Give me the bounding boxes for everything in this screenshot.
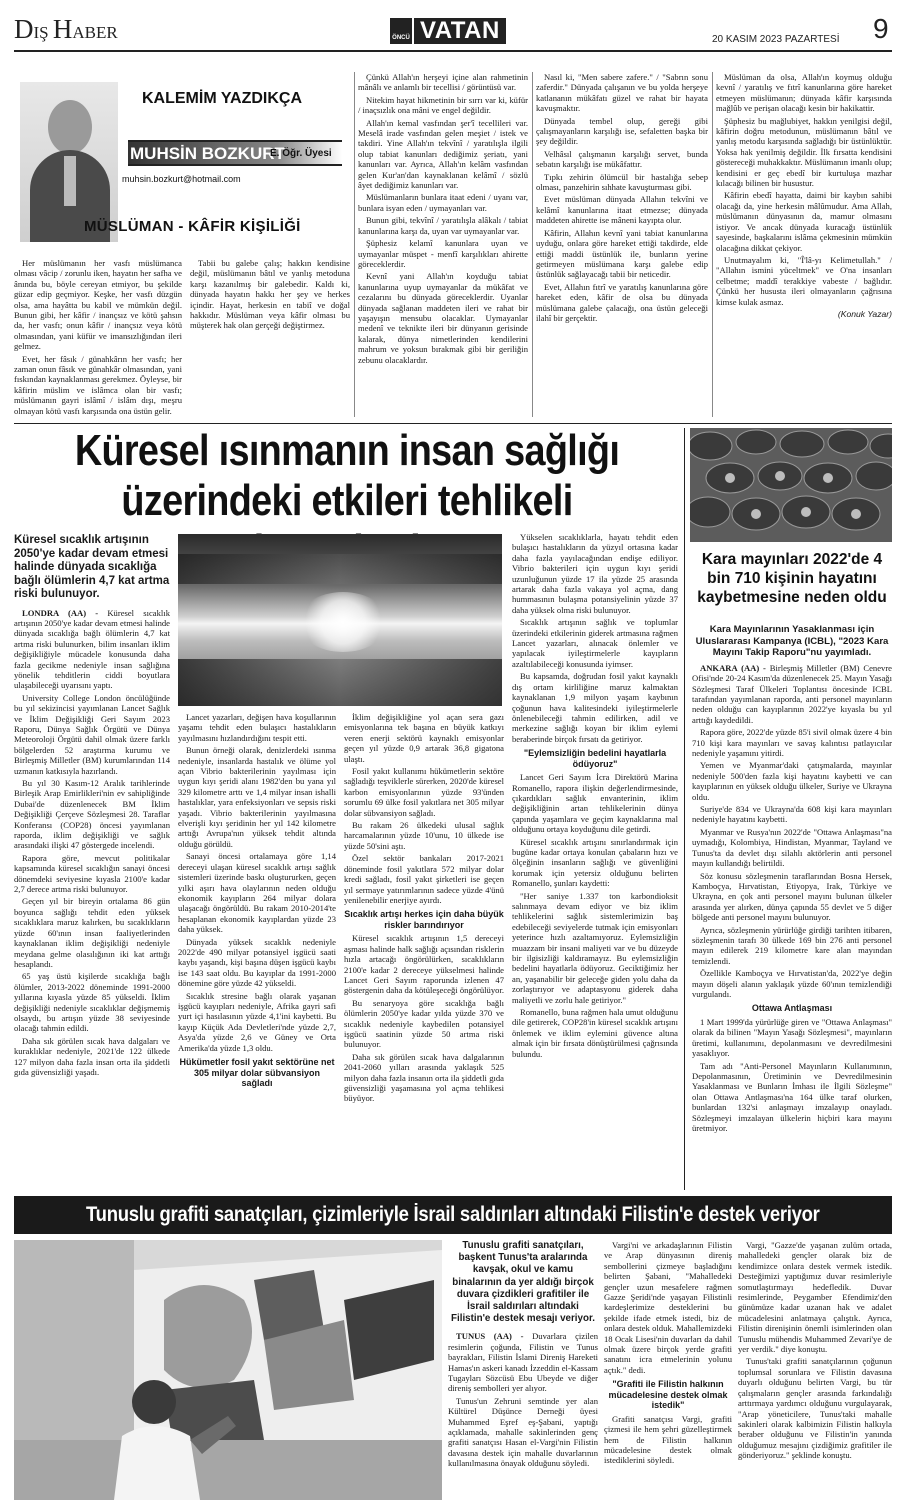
- tunisia-headline-bar: [14, 1196, 892, 1234]
- divider: [712, 72, 713, 417]
- divider: [354, 72, 355, 417]
- column-signature: (Konuk Yazar): [837, 308, 892, 319]
- mines-subheading: Ottawa Antlaşması: [751, 1003, 833, 1014]
- column-text-col3: Çünkü Allah'ın herşeyi içine alan rahmetinin mânâlı ve anlamlı bir tecellisi / görüntüsü var. Nitekim hayat hikmetinin bir sırrı var ki, küfür / inaçsızlık ona mâni ve engel değildir. Allah'ın kemal vasfından şer'î tecellileri var. Meselâ irade vasfından gelen meşiet / istek ve takdiri. Yine Allah'ın tekvînî / yaratılışla ilgili olup tabiat kanunları dediğimiz şeriatı, yani kanunları var. Ayrıca, Allah'ın kelâm vasfından gelen Kur'an'dan kaynaklanan kelâmî / sözlü âyet dediğimiz kanunları var. Müslümanların bunlara itaat edeni / uyanı var, bunlara isyan eden / uymayanları var. Bunun gibi, tekvînî / yaratılışla alâkalı / tabiat kanunlarına karşı da, uyan var uymayanlar var. Şüphesiz kelamî kanunlara uyan ve uymayanlar müspet - menfî karşılıkları ahirette göreceklerdir. Kevnî yani Allah'ın koyduğu tabiat kanunlarına uyup uymayanlar da mükâfat ve cezalarını bu dünyada göreceklerdir. Uyanlar dünyada sağlanan maddeten ileri ve rahat bir yaşayışın mensubu olacaklar. Uymayanlar medenî ve teknikte ileri bir dünyanın gerisinde kalarak, dünya nimetlerinden kendilerini mahrum ve yoksun bırakmak gibi bir geriliğin zebunu olacaklardır.: [358, 72, 528, 365]
- column-headline: MÜSLÜMAN - KÂFİR KİŞİLİĞİ: [84, 218, 301, 235]
- climate-col4: Yükselen sıcaklıklarla, hayatı tehdit eden bulaşıcı hastalıkların da yüzyıl ortasına kadar daha fazla yayılacağından endişe ediliyor. Vibrio bakterileri için uygun kıyı şeridi uzunluğunun yüzde 17 ila yüzde 25 arasında artarak daha fazla vakaya yol açma, dang hummasının bulaşma potansiyelinin yüzde 37 daha yüksek olma riski bulunuyor. Sıcaklık artışının sağlık ve toplumlar üzerindeki etkilerinin giderek artmasına rağmen Lancet yazarları, alınacak önlemler ve yapılacak iyileştirmelerle kayıpların azaltılabileceği konusunda iyimser. Bu kapsamda, doğrudan fosil yakıt kaynaklı dış ortam kirliliğine maruz kalmaktan kaynaklanan 1,9 milyon yaşam kaybının çoğunun hava kalitesindeki iyileştirmelerle önlenebileceği tahmin edilirken, adil ve merkezine sağlığı koyan bir iklim eylemi beraberinde birçok fırsatı da getiriyor. "Eylemsizliğin bedelini hayatlarla ödüyoruz" Lancet Geri Sayım İcra Direktörü Marina Romanello, rapora ilişkin değerlendirmesinde, çıkardıkları sağlık envanterinin, iklim değişikliğinin artan tehlikelerinin dünya çapında yaşamlara ve geçim kaynaklarına mal olduğunu ortaya koyduğunu dile getirdi. Küresel sıcaklık artışını sınırlandırmak için bugüne kadar ortaya konulan çabaların hızı ve ölçeğinin insanların sağlığı ve güvenliğini korumak için yetersiz olduğunu belirten Romanello, şunları kaydetti: "Her saniye 1.337 ton karbondioksit salınmaya devam ediyor ve biz iklim tehlikelerini sağlık sistemlerimizin baş edebileceği seviyelerde tutmak için emisyonları yeterince hızlı azaltamıyoruz. Eylemsizliğin muazzam bir insani maliyeti var ve bu düzeyde bir ilgisizliği kaldıramayız. Bu eylemsizliğin bedelini hayatlarla ödüyoruz. Geciktiğimiz her an, yaşanabilir bir geleceğe giden yolu daha da zorlaştırıyor ve adaptasyonu giderek daha maliyetli ve zorlu hale getiriyor." Romanello, buna rağmen hala umut olduğunu dile getirerek, COP28'in küresel sıcaklık artışını önlemek ve iklim eylemini güvence altına almak için bir fırsata dönüştürülmesi çağrısında bulundu.: [512, 532, 678, 1059]
- climate-col1: Küresel sıcaklık artışının 2050'ye kadar devam etmesi halinde dünyada sıcaklığa bağlı ölümlerin 4,7 kat artma riski bulunuyor. LONDRA (AA) - Küresel sıcaklık artışının 2050'ye kadar devam etmesi halinde dünyada sıcaklığa bağlı ölümlerin 4,7 kat artma riski bulunurken, bilim insanları iklim değişikliğiyle mücadele konusunda daha fazla gecikme nedeniyle insan sağlığına yönelik tehditlerin ciddi boyutlara ulaşabileceği uyarısını yaptı. University College London öncülüğünde bu yıl sekizincisi yayımlanan Lancet Sağlık ve İklim Değişikliği Geri Sayım 2023 Raporu, Dünya Sağlık Örgütü ve Dünya Meteoroloji Örgütü dahil olmak üzere farklı bölgelerden 52 araştırma kurumu ve Birleşmiş Milletler (BM) kurumlarından 114 uzmanın katkısıyla hazırlandı. Bu yıl 30 Kasım-12 Aralık tarihlerinde Birleşik Arap Emirlikleri'nin ev sahipliğinde Dubai'de düzenlenecek BM İklim Değişikliği Çerçeve Sözleşmesi 28. Taraflar Konferansı (COP28) öncesi yayımlanan raporda, iklim değişikliği ve sağlık arasındaki ilişki 47 göstergede incelendi. Rapora göre, mevcut politikalar kapsamında küresel sıcaklığın sanayi öncesi dönemdeki seviyesine kıyasla 2100'e kadar 2,7 derece artma riski bulunuyor. Geçen yıl bir bireyin ortalama 86 gün boyunca sağlığı tehdit eden yüksek sıcaklıklara maruz kalırken, bu sıcaklıkların yüzde 60'ının insan faaliyetlerinden kaynaklanan iklim değişikliği nedeniyle meydana gelme olasılığının iki kat arttığı hesaplandı. 65 yaş üstü kişilerde sıcaklığa bağlı ölümler, 2013-2022 döneminde 1991-2000 yıllarına kıyasla yüzde 85 yükseldi. İklim değişikliği nedeniyle sıcaklıklar değişmemiş olsaydı, bu artışın yüzde 38 seviyesinde olacağı tahmin edildi. Daha sık görülen sıcak hava dalgaları ve kuraklıklar nedeniyle, 2021'de 122 ülkede 127 milyon daha fazla insan orta ila şiddetli gıda güvensizliği yaşadı.: [14, 534, 170, 1077]
- newspaper-logo: [390, 18, 506, 44]
- author-role: E. Öğr. Üyesi: [270, 148, 332, 159]
- column-text-col4: Nasıl ki, "Men sabere zafere." / "Sabrın sonu zaferdir." Dünyada çalışanın ve bu yolda herşeye katlananın mükâfatı güzel ve rahat bir hayata kavuşmaktır. Dünyada tembel olup, gereği gibi çalışmayanların karşılığı ise, sefaletten başka bir şey değildir. Velhâsıl çalışmanın karşılığı servet, bunda sebatın karşılığı ise mükâfattır. Tıpkı zehirin ölümcül bir hastalığa sebep olması, panzehirin sıhhate kavuşturması gibi. Evet müslüman dünyada Allahın tekvîni ve kelâmî kanunlarına itaat etmezse; dünyada maddeten ahirette ise mâneni kayıpta olur. Kâfirin, Allahın kevnî yani tabiat kanunlarına uyduğu, onlara göre hareket ettiği takdirde, elde ettiği maddi üstünlük ile, bunların yerine getirmeyen müslümana karşı galebe edip üstünlük sağlayacağı tabii bir neticedir. Evet, Allahın fıtrî ve yaratılış kanunlarına göre hareket eden, kâfir de olsa bu dünyada müslümana galebe çalacağı, ona üstün geleceği ilahî bir gerçektir.: [536, 72, 708, 323]
- tunisia-col3: Vargi, "Gazze'de yaşanan zulüm ortada, mahalledeki gençler olarak biz de kendimizce onlara destek vermek istedik. Desteğimizi yaptığımız duvar resimleriyle somutlaştırmayı hedefledik. Duvar resimlerinde, Peygamber Efendimiz'den günümüze kadar uzanan hak ve adalet mücadelesini anlatmaya çalıştık. Ayrıca, Filistin direnişinin önemli isimlerinden olan Tunuslu mühendis Muhammed Zevari'ye de yer verdik." diye konuştu. Tunus'taki grafiti sanatçılarının çoğunun toplumsal sorunlara ve Filistin davasına duyarlı olduğunu belirten Vargi, bu tür çalışmaların gençler arasında farkındalığı arttırmaya yardımcı olduğunu vurgulayarak, "Arap yöneticilere, Tunus'taki mahalle sakinleri olarak kalbimizin Filistin halkıyla beraber olduğunu ve Filistin'in yanında olduğumuz mesajını çizdiğimiz grafitiler ile gönderiyoruz." şeklinde konuştu.: [738, 1240, 892, 1461]
- sun-glare: [298, 592, 388, 652]
- column-title: KALEMİM YAZDIKÇA: [142, 90, 303, 107]
- tunisia-spot: Tunuslu grafiti sanatçıları, başkent Tunus'ta aralarında kavşak, okul ve kamu binalarının da yer aldığı birçok duvara çizdikleri grafitiler ile İsrail saldırıları altındaki Filistin'e destek mesajı veriyor.: [451, 1240, 595, 1325]
- graffiti-wall-illustration: [14, 1240, 442, 1500]
- section-title: DIŞ HABER: [14, 14, 118, 44]
- climate-subheading: Hükümetler fosil yakıt sektörüne net 305 milyar dolar sübvansiyon sağladı: [179, 1057, 335, 1088]
- mines-body: Kara Mayınlarının Yasaklanması için Uluslararası Kampanya (ICBL), "2023 Kara Mayını Takip Raporu"nu yayımladı. ANKARA (AA) - Birleşmiş Milletler (BM) Cenevre Ofisi'nde 20-24 Kasım'da düzenlenecek 25. Mayın Yasağı Sözleşmesi Taraf Ülkeleri Toplantısı öncesinde ICBL tarafından yayımlanan raporda, anti personel mayınların neden olduğu can kayıplarının 2022'ye kıyasla bu yıl arttığı kaydedildi. Rapora göre, 2022'de yüzde 85'i sivil olmak üzere 4 bin 710 kişi kara mayınları ve savaş kalıntısı patlayıcılar nedeniyle yaşamını yitirdi. Yemen ve Myanmar'daki çatışmalarda, mayınlar nedeniyle 500'den fazla kişi hayatını kaybetti ve can kayıplarının en yüksek olduğu ülkeler, Suriye ve Ukrayna oldu. Suriye'de 834 ve Ukrayna'da 608 kişi kara mayınları nedeniyle hayatını kaybetti. Myanmar ve Rusya'nın 2022'de "Ottawa Anlaşması"na uymadığı, Kolombiya, Hindistan, Myanmar, Tayland ve Tunus'ta da devlet dışı silahlı aktörlerin anti personel mayın kullandığı belirtildi. Söz konusu sözleşmenin taraflarından Bosna Hersek, Kamboçya, Hırvatistan, Etiyopya, Irak, Türkiye ve Ukrayna, en çok anti personel mayını bulunan ülkeler arasında yer alırken, dünya çapında 55 devlet ve 5 diğer bölgede anti personel mayını bulunuyor. Ayrıca, sözleşmenin yürürlüğe girdiği tarihten itibaren, sözleşmenin tarafı 30 ülkede 169 bin 276 anti personel mayın edilerek 219 kilometre kare alan mayından temizlendi. Özellikle Kamboçya ve Hırvatistan'da, 2022'ye değin mayın döşeli alanın yaklaşık yüzde 60'ının temizlendiği vurgulandı. Ottawa Antlaşması 1 Mart 1999'da yürürlüğe giren ve "Ottawa Anlaşması" olarak da bilinen "Mayın Yasağı Sözleşmesi", mayınların üretimi, kullanımını, depolanmasını ve devredilmesini yasaklıyor. Tam adı "Anti-Personel Mayınların Kullanımının, Depolanmasının, Üretiminin ve Devredilmesinin Yasaklanması ve Bunların İmhası ile İlgili Sözleşme" olan Ottawa Antlaşması'na 164 ülke taraf olurken, bunlardan 132'si anlaşmayı imzalayıp onayladı. Sözleşmeyi imzalayan ülkelerin hiçbiri kara mayını üretmiyor.: [692, 624, 892, 1133]
- section-rule: [14, 423, 892, 424]
- logo-text: VATAN: [414, 18, 506, 44]
- author-name: MUHSİN BOZKURT: [130, 144, 285, 163]
- divider: [532, 72, 533, 417]
- climate-spot: Küresel sıcaklık artışının 2050'ye kadar devam etmesi halinde dünyada sıcaklığa bağlı ölümlerin 4,7 kat artma riski bulunuyor.: [14, 534, 170, 600]
- header-rule: [14, 50, 892, 52]
- tunisia-col1: Tunuslu grafiti sanatçıları, başkent Tunus'ta aralarında kavşak, okul ve kamu binalarının da yer aldığı birçok duvara çizdikleri grafitiler ile İsrail saldırıları altındaki Filistin'e destek mesajı veriyor. TUNUS (AA) - Duvarlara çizilen resimlerin çoğunda, Filistin ve Tunus bayrakları, Filistin İslami Direniş Hareketi Hamas'ın askeri kanadı İzzeddin el-Kassam Tugayları Sözcüsü Ebu Ubeyde ve diğer direniş sembolleri yer alıyor. Tunus'un Zehruni semtinde yer alan Kültürel Düşünce Derneği üyesi Muhammed Eşref eş-Şabani, yaptığı açıklamada, mahalle sakinlerinden genç grafiti sanatçısı Hasan el-Vargi'nin Filistin davasına destek için mahalle duvarlarının kullanılmasına önayak olduğunu söyledi.: [448, 1240, 598, 1469]
- issue-date: 20 KASIM 2023 PAZARTESİ: [712, 34, 840, 45]
- author-email[interactable]: muhsin.bozkurt@hotmail.com: [122, 174, 241, 184]
- mines-photo: [690, 428, 892, 542]
- divider: [684, 428, 685, 1190]
- climate-subheading: Sıcaklık artışı herkes için daha büyük riskler barındırıyor: [344, 909, 504, 930]
- landmines-illustration: [690, 428, 892, 542]
- mines-spot: Kara Mayınlarının Yasaklanması için Uluslararası Kampanya (ICBL), "2023 Kara Mayını Takip Raporu"nu yayımladı.: [695, 624, 889, 659]
- page-number: 9: [873, 13, 889, 44]
- column-text-col5: Müslüman da olsa, Allah'ın koymuş olduğu kevnî / yaratılış ve fıtrî kanunlarına göre hareket etmeyen müslümanın; dünyada kâfir karşısında mağlûb ve perişan olacağı kesin bir hakikattir. Şüphesiz bu mağlubiyet, hakkın yenilgisi değil, kâfirin doğru metodunun, müslümanın bâtıl ve yanlış metodu karşısında sağladığı bir üstünlüktür. Yoksa hak yenilmiş değildir. İlk fırsatta kendisini göstereceği muhakkaktır. Müslümanın imanlı olup; kendisini er geç ebedî bir kurtuluşa mazhar kılacağı bilinen bir husustur. Kâfirin ebedî hayatta, daimi bir kaybın sahibi olacağı da, yine herkesin mâlûmudur. Ama Allah, müslümanın dünyasının da, mamur olmasını istiyor. Ve ancak dünyada kuracağı üstünlük sayesinde, başkalarını islâma çekmesinin mümkün olacağına dikkat çekiyor. Unutmayalım ki, "Î'lâ-yı Kelimetullah." / "Allahın ismini yüceltmek" ve O'na insanları celbetme; maddî terakkiye vabeste / bağlıdır. Çünkü her hususta ileri olmayanların çağrısına kimse kulak asmaz. (Konuk Yazar): [716, 72, 892, 319]
- climate-photo: [178, 534, 502, 706]
- logo-badge: ÖNCÜ: [390, 18, 412, 44]
- tunisia-col2: Vargi'ni ve arkadaşlarının Filistin ve Arap dünyasının direniş sembollerini çizmeye başladığını belirten Şabani, "Mahalledeki gençler uzun mesafelere rağmen Gazze Şeridi'nde yaşayan Filistinli kardeşlerimize desteklerini bu şekilde ifade etmek istedi, biz de onlara destek olduk. Mahallemizdeki 18 Ocak Lisesi'nin duvarları da dahil olmak üzere birçok yerde grafiti sanatını icra etmelerinin yolunu açtık." dedi. "Grafiti ile Filistin halkının mücadelesine destek olmak istedik" Grafiti sanatçısı Vargi, grafiti çizmesi ile hem şehri güzelleştirmek hem de Filistin halkının mücadelesine destek olmak istediklerini söyledi.: [604, 1240, 732, 1466]
- graffiti-photo: [14, 1240, 442, 1500]
- page-header: [0, 0, 905, 62]
- tunisia-headline: Tunuslu grafiti sanatçıları, çizimleriyle İsrail saldırıları altındaki Filistin'e destek veriyor: [86, 1203, 820, 1226]
- climate-col3: İklim değişikliğine yol açan sera gazı emisyonlarına tek başına en büyük katkıyı veren enerji sektörü kaynaklı emisyonlar geçen yıl yüzde 0,9 artarak 36,8 gigatona ulaştı. Fosil yakıt kullanımı hükümetlerin sektöre sağladığı teşviklerle sürerken, 2020'de küresel karbon emisyonlarının yüzde 93'ünden sorumlu 69 ülke fosil yakıtlara net 305 milyar dolar sübvansiyon sağladı. Bu rakam 26 ülkedeki ulusal sağlık harcamalarının yüzde 10'unu, 10 ülkede ise yüzde 50'sini aştı. Özel sektör bankaları 2017-2021 döneminde fosil yakıtlara 572 milyar dolar kredi sağladı, fosil yakıt şirketleri ise geçen yıl sermaye yatırımlarının sadece yüzde 4'ünü yenilenebilir enerjiye ayırdı. Sıcaklık artışı herkes için daha büyük riskler barındırıyor Küresel sıcaklık artışının 1,5 dereceyi aşması halinde halk sağlığı açısından risklerin hızla artacağı öngörülürken, sıcaklıkların 2100'e kadar 2 dereceye yükselmesi halinde Lancet Geri Sayım raporunda izlenen 47 göstergenin daha da kötüleşeceği öngörülüyor. Bu senaryoya göre sıcaklığa bağlı ölümlerin 2050'ye kadar yılda yüzde 370 ve sıcaklık nedeniyle kaybedilen potansiyel işgücü saatinin yüzde 50 artma riski bulunuyor. Daha sık görülen sıcak hava dalgalarının 2041-2060 yılları arasında yaklaşık 525 milyon daha fazla insanın orta ila şiddetli gıda güvensizliği yaşamasına yol açma tehlikesi büyüyor.: [344, 712, 504, 1104]
- climate-headline: Küresel ısınmanın insan sağlığı üzerindeki etkileri tehlikeli: [74, 426, 620, 525]
- column-text-col1: Her müslümanın her vasfı müslümanca olması vâcip / zorunlu iken, hayatın her safha ve ânında bu, böyle cereyan etmiyor, bu şekilde güzar edip geçmiyor. Keşke, her vasfı düzgün olsa, ama hayâtta bu kabil ve mümkün değil. Bunun gibi, her kâfir / inançsız ve kötü şahsın da, her vasfı; onun kâfir / inançsız veya kötü olmasından, yani küfür ve imansızlığından ileri gelmez. Evet, her fâsık / günahkârın her vasfı; her zaman onun fâsık ve günahkâr olmasından, yani fıskından kaynaklanması gerekmez. Öyleyse, bir kâfirin müslim ve islâmca olan bir vasfı; müslümanın gayri islâmî / islâm dışı, meşru olmayan kötü vasfı karşısında ona üstün gelir.: [14, 258, 182, 416]
- climate-subheading: "Eylemsizliğin bedelini hayatlarla ödüyoruz": [523, 748, 667, 769]
- tunisia-subheading: "Grafiti ile Filistin halkının mücadelesine destek olmak istedik": [608, 1379, 728, 1411]
- climate-col2: Lancet yazarları, değişen hava koşullarının yaşamı tehdit eden bulaşıcı hastalıkların yayılmasını hızlandırdığını tespit etti. Bunun örneği olarak, denizlerdeki ısınma nedeniyle, insanlarda hastalık ve ölüme yol açan Vibrio bakterilerinin yayılması için uygun kıyı şeridi alanı 1982'den bu yana yıl 329 kilometre arttı ve 1,4 milyar insan ishalli hastalıklar, yara enfeksiyonları ve sepsis riski yaşadı. Vibrio bakterilerinin yayılmasına elverişli kıyı şeridinin her yıl 142 kilometre arttığı Avrupa'nın yüksek tehdit altında olduğu görüldü. Sanayi öncesi ortalamaya göre 1,14 dereceyi ulaşan küresel sıcaklık artışı sağlık sistemleri üzerinde baskı oluştururken, geçen yılki aşırı hava olaylarının neden olduğu ekonomik kayıpların 264 milyar dolara ulaşacağı öngörüldü. Bu rakam 2010-2014'te hesaplanan ekonomik kayıplardan yüzde 23 daha yüksek. Dünyada yüksek sıcaklık nedeniyle 2022'de 490 milyar potansiyel işgücü saati kaybı yaşandı, kişi başına düşen işgücü kaybı ise 143 saat oldu. Bu kayıplar da 1991-2000 dönemine göre yüzde 42 yükseldi. Sıcaklık stresine bağlı olarak yaşanan işgücü kayıpları nedeniyle, Afrika gayri safi yurt içi hasılasının yüzde 4,1'ini kaybetti. Bu kayıp Küçük Ada Devletleri'nde yüzde 2,7, Asya'da yüzde 2,6 ve Güney ve Orta Amerika'da yüzde 1,3 oldu. Hükümetler fosil yakıt sektörüne net 305 milyar dolar sübvansiyon sağladı: [178, 712, 336, 1088]
- column-box: [14, 70, 348, 248]
- author-bar: [128, 140, 342, 166]
- mines-headline: Kara mayınları 2022'de 4 bin 710 kişinin hayatını kaybetmesine neden oldu: [697, 551, 887, 606]
- column-text-col2: Tabii bu galebe çalış; hakkın kendisine değil, müslümanın bâtıl ve yanlış metoduna karşı kazanılmış bir galebedir. Kaldı ki, dünyada hayatın hakkı her şey ve herkes içindir. Hayat, herkesin en tabiî ve doğal hakkıdır. Müslüman veya kâfir olması bu müşterek hak olan gerçeği değiştirmez.: [190, 258, 350, 331]
